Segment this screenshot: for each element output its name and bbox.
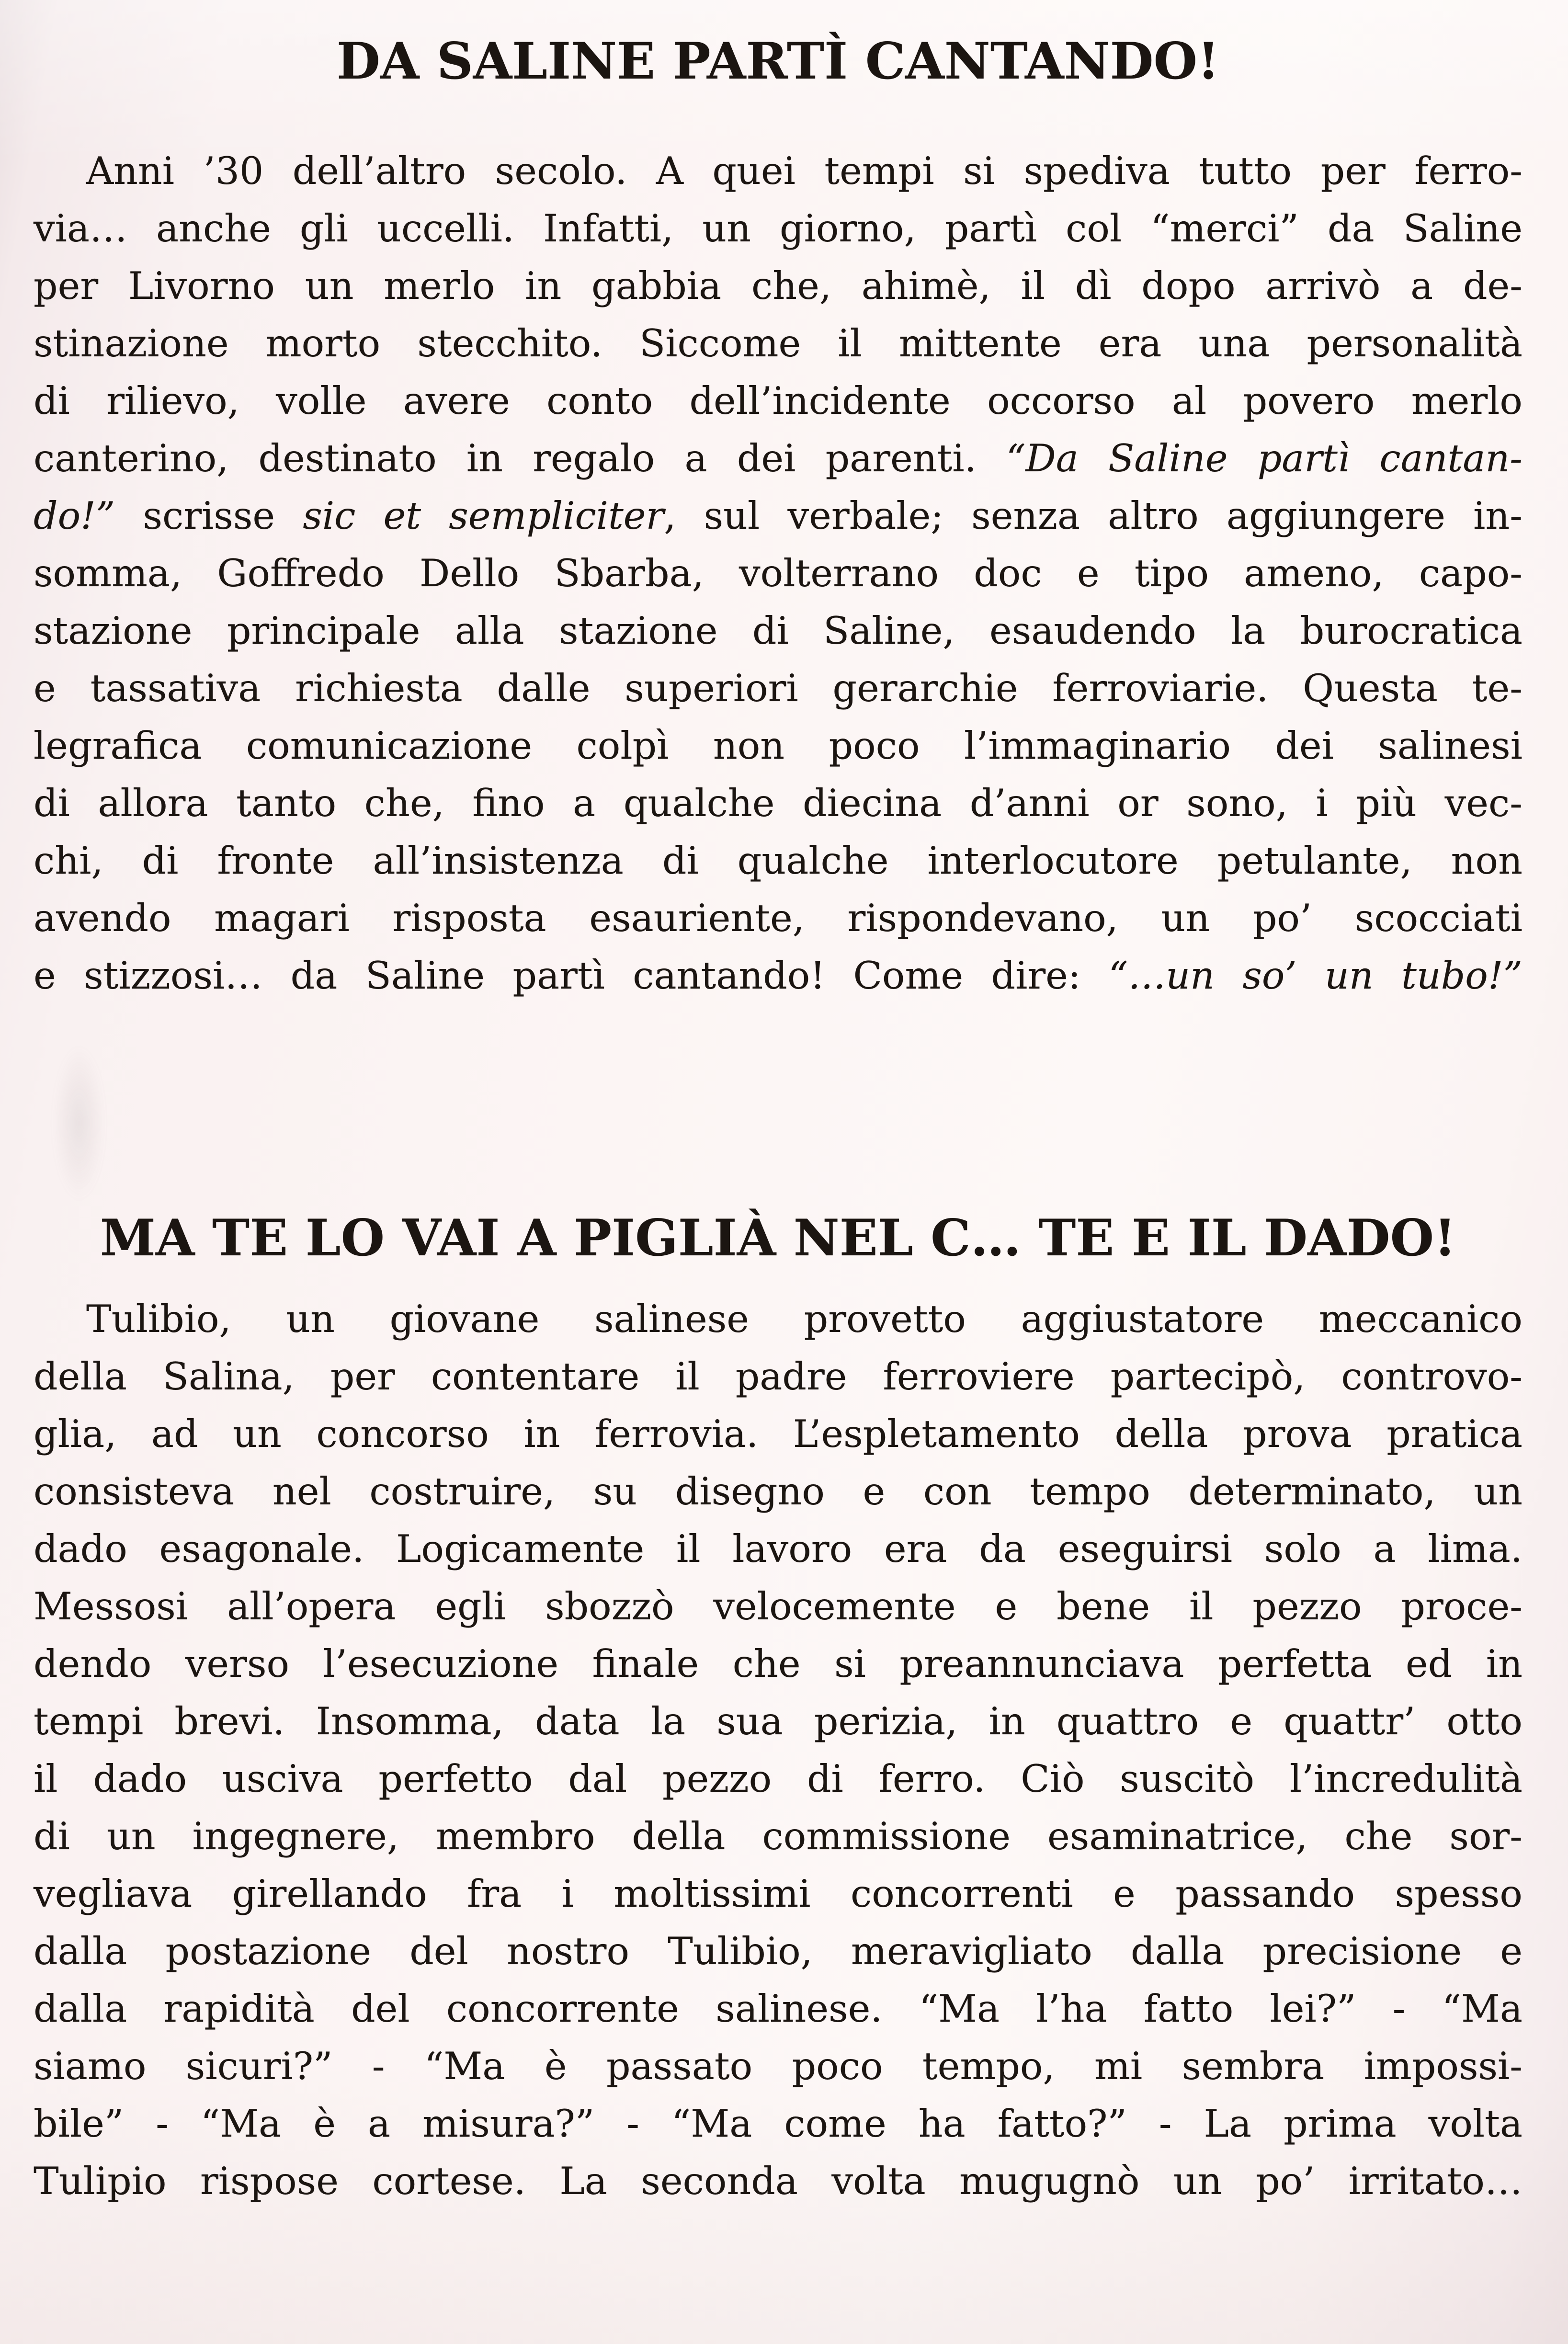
- text-segment: dado esagonale. Logicamente il lavoro era da eseguirsi solo a lima.: [34, 1527, 1523, 1571]
- text-line: [34, 2152, 1523, 2210]
- text-segment: Anni ’30 dell’altro secolo. A quei tempi si spediva tutto per ferro-: [86, 149, 1523, 193]
- text-line: [34, 1520, 1523, 1578]
- text-line: [34, 774, 1523, 832]
- text-segment: dendo verso l’esecuzione finale che si preannunciava perfetta ed in: [34, 1642, 1523, 1686]
- page-showthrough-smudge: [53, 1044, 105, 1202]
- italic-text-segment: “Da Saline partì cantan-: [1006, 436, 1523, 480]
- text-line: [34, 660, 1523, 717]
- text-segment: e stizzosi… da Saline partì cantando! Come dire:: [34, 954, 1109, 998]
- text-segment: bile” - “Ma è a misura?” - “Ma come ha fatto?” - La prima volta: [34, 2102, 1523, 2146]
- text-line: [34, 1980, 1523, 2037]
- story-title-saline: DA SALINE PARTÌ CANTANDO!: [336, 31, 1220, 91]
- text-line: [34, 2037, 1523, 2095]
- text-line: [34, 257, 1523, 315]
- text-line: [34, 1808, 1523, 1865]
- text-line: [34, 1405, 1523, 1463]
- text-segment: e tassativa richiesta dalle superiori gerarchie ferroviarie. Questa te-: [34, 666, 1523, 710]
- text-line: [34, 1290, 1523, 1348]
- text-line: [34, 315, 1523, 372]
- story-title-dado: MA TE LO VAI A PIGLIÀ NEL C… TE E IL DADO!: [100, 1208, 1456, 1267]
- text-segment: via… anche gli uccelli. Infatti, un giorno, partì col “merci” da Saline: [34, 206, 1523, 250]
- text-line: [34, 602, 1523, 660]
- text-line: [34, 1578, 1523, 1635]
- text-segment: vegliava girellando fra i moltissimi concorrenti e passando spesso: [34, 1872, 1523, 1916]
- text-segment: legrafica comunicazione colpì non poco l’immaginario dei salinesi: [34, 724, 1523, 768]
- text-segment: Messosi all’opera egli sbozzò velocemente e bene il pezzo proce-: [34, 1584, 1523, 1628]
- text-line: [34, 1348, 1523, 1405]
- text-line: [34, 1750, 1523, 1808]
- text-segment: somma, Goffredo Dello Sbarba, volterrano doc e tipo ameno, capo-: [34, 551, 1523, 595]
- text-segment: Tulipio rispose cortese. La seconda volta mugugnò un po’ irritato…: [34, 2159, 1523, 2203]
- text-segment: stinazione morto stecchito. Siccome il mittente era una personalità: [34, 321, 1523, 365]
- text-line: [34, 717, 1523, 774]
- text-line: [34, 1463, 1523, 1520]
- italic-text-segment: “…un so’ un tubo!”: [1108, 954, 1523, 998]
- text-line: [34, 1923, 1523, 1980]
- text-line: [34, 1635, 1523, 1693]
- text-line: [34, 1693, 1523, 1750]
- text-segment: il dado usciva perfetto dal pezzo di ferro. Ciò suscitò l’incredulità: [34, 1757, 1523, 1801]
- text-line: [34, 889, 1523, 947]
- text-segment: di rilievo, volle avere conto dell’incidente occorso al povero merlo: [34, 379, 1523, 423]
- text-line: [34, 430, 1523, 487]
- text-segment: dalla postazione del nostro Tulibio, meravigliato dalla precisione e: [34, 1929, 1523, 1973]
- text-line: [34, 142, 1523, 200]
- italic-text-segment: sic et sempliciter: [303, 494, 664, 538]
- text-line: [34, 832, 1523, 889]
- story-paragraph-saline: [34, 142, 1523, 1004]
- story-section-saline: [34, 31, 1523, 1004]
- text-line: [34, 487, 1523, 545]
- text-segment: di allora tanto che, fino a qualche diecina d’anni or sono, i più vec-: [34, 781, 1523, 825]
- italic-text-segment: do!”: [34, 494, 115, 538]
- text-segment: della Salina, per contentare il padre ferroviere partecipò, controvo-: [34, 1354, 1523, 1399]
- text-segment: avendo magari risposta esauriente, rispondevano, un po’ scocciati: [34, 896, 1523, 940]
- text-segment: consisteva nel costruire, su disegno e con tempo determinato, un: [34, 1469, 1523, 1513]
- text-segment: scrisse: [115, 494, 303, 538]
- text-line: [34, 372, 1523, 430]
- text-line: [34, 947, 1523, 1004]
- text-segment: siamo sicuri?” - “Ma è passato poco tempo, mi sembra impossi-: [34, 2044, 1523, 2088]
- text-segment: glia, ad un concorso in ferrovia. L’espletamento della prova pratica: [34, 1412, 1523, 1456]
- text-line: [34, 200, 1523, 257]
- text-segment: di un ingegnere, membro della commissione esaminatrice, che sor-: [34, 1814, 1523, 1858]
- text-segment: , sul verbale; senza altro aggiungere in-: [664, 494, 1523, 538]
- text-segment: dalla rapidità del concorrente salinese. “Ma l’ha fatto lei?” - “Ma: [34, 1987, 1523, 2031]
- text-segment: canterino, destinato in regalo a dei parenti.: [34, 436, 1007, 480]
- text-segment: stazione principale alla stazione di Saline, esaudendo la burocratica: [34, 609, 1523, 653]
- text-line: [34, 2095, 1523, 2152]
- text-segment: per Livorno un merlo in gabbia che, ahimè, il dì dopo arrivò a de-: [34, 264, 1523, 308]
- story-section-dado: [34, 1210, 1523, 2210]
- text-segment: chi, di fronte all’insistenza di qualche interlocutore petulante, non: [34, 839, 1523, 883]
- text-segment: tempi brevi. Insomma, data la sua perizia, in quattro e quattr’ otto: [34, 1699, 1523, 1743]
- text-segment: Tulibio, un giovane salinese provetto aggiustatore meccanico: [86, 1297, 1523, 1341]
- text-line: [34, 545, 1523, 602]
- story-paragraph-dado: [34, 1290, 1523, 2210]
- text-line: [34, 1865, 1523, 1923]
